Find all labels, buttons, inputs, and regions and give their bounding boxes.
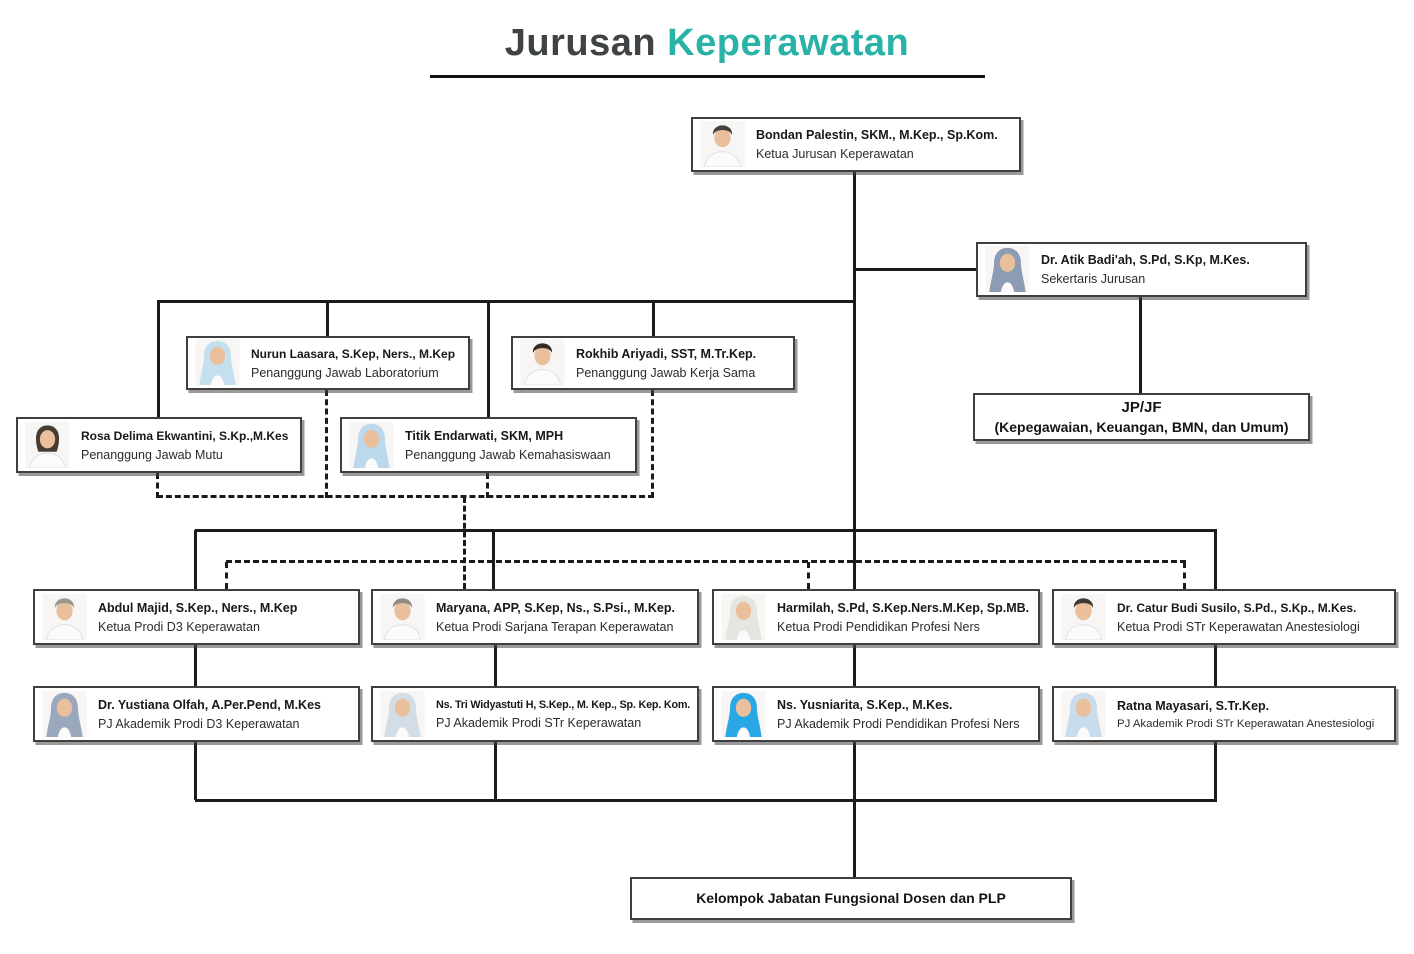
person-photo [380,691,425,737]
person-role: Ketua Jurusan Keperawatan [756,147,914,161]
dashed-drop-rokhib [651,390,654,498]
connector-ratna-down [1214,742,1217,800]
person-photo [380,594,425,640]
person-box-ketua-prodi-anestesiologi [1052,589,1396,645]
person-role: Ketua Prodi Pendidikan Profesi Ners [777,619,980,634]
person-name: Rosa Delima Ekwantini, S.Kp.,M.Kes [81,428,289,443]
person-name: Bondan Palestin, SKM., M.Kep., Sp.Kom. [756,128,998,142]
title-prefix: Jurusan [504,22,657,64]
person-photo [42,594,87,640]
connector-spine-bottom [853,742,856,878]
dashed-collector-horizontal [157,495,654,498]
person-box-pj-akademik-anestesiologi [1052,686,1396,742]
dashed-drop-abdul [225,562,228,589]
person-box-pj-akademik-d3 [33,686,360,742]
person-photo [721,594,766,640]
title-underline [430,75,985,78]
connector-distributor-horizontal [195,529,1217,532]
connector-abdul-yustiana [194,645,197,686]
person-box-pj-kerja-sama [511,336,795,390]
person-box-pj-akademik-str [371,686,699,742]
person-name: Ns. Tri Widyastuti H, S.Kep., M. Kep., Sp. Kep. Kom. [436,698,691,711]
connector-secretary-horizontal [853,268,976,271]
connector-catur-ratna [1214,645,1217,686]
person-box-pj-kemahasiswaan [340,417,637,473]
person-name: Ns. Yusniarita, S.Kep., M.Kes. [777,697,953,712]
dashed-distributor-horizontal [226,560,1186,563]
person-role: Ketua Prodi Sarjana Terapan Keperawatan [436,619,674,634]
person-name: Maryana, APP, S.Kep, Ns., S.Psi., M.Kep. [436,600,675,615]
dashed-drop-nurun [325,390,328,498]
connector-spine-top [853,172,856,590]
connector-drop-catur [1214,530,1217,589]
person-name: Nurun Laasara, S.Kep, Ners., M.Kep [251,346,456,361]
connector-drop-nurun [326,301,329,336]
person-role: Ketua Prodi STr Keperawatan Anestesiologi [1117,619,1360,634]
connector-drop-titik [487,301,490,417]
person-name: Ratna Mayasari, S.Tr.Kep. [1117,698,1270,713]
person-role: Sekertaris Jurusan [1041,272,1146,286]
person-box-ketua-prodi-sarjana-terapan [371,589,699,645]
person-photo [195,339,240,385]
dashed-drop-harmilah [807,562,810,589]
person-role: Ketua Prodi D3 Keperawatan [98,619,260,634]
kelompok-label: Kelompok Jabatan Fungsional Dosen dan PLP [696,890,1006,907]
person-box-pj-akademik-profesi-ners [712,686,1040,742]
connector-yustiana-down [194,742,197,800]
person-role: PJ Akademik Prodi D3 Keperawatan [98,716,300,731]
person-photo [520,339,565,385]
connector-harmilah-yusniarita [853,645,856,686]
jpjf-subtitle: (Kepegawaian, Keuangan, BMN, dan Umum) [994,418,1289,435]
person-box-pj-laboratorium [186,336,470,390]
person-photo [1061,594,1106,640]
connector-drop-rokhib [652,301,655,336]
person-box-ketua-prodi-profesi-ners [712,589,1040,645]
connector-collector-horizontal [195,799,1217,802]
person-photo [721,691,766,737]
person-name: Rokhib Ariyadi, SST, M.Tr.Kep. [576,346,757,361]
connector-maryana-tri [494,645,497,686]
person-box-pj-mutu [16,417,302,473]
unit-box-jpjf [973,393,1310,441]
connector-tri-down [494,742,497,800]
person-box-ketua-jurusan [691,117,1021,172]
person-role: Penanggung Jawab Mutu [81,447,223,462]
connector-secretary-to-jpjf [1139,297,1142,393]
dashed-drop-catur [1183,562,1186,589]
person-box-sekertaris [976,242,1307,297]
person-name: Titik Endarwati, SKM, MPH [405,428,564,443]
dashed-middle-drop [463,497,466,589]
person-role: PJ Akademik Prodi STr Keperawatan [436,715,642,730]
person-name: Dr. Catur Budi Susilo, S.Pd., S.Kp., M.Kes. [1117,600,1357,615]
person-name: Abdul Majid, S.Kep., Ners., M.Kep [98,600,298,615]
person-photo [1061,691,1106,737]
person-photo [700,121,745,167]
title-accent: Keperawatan [667,22,910,64]
unit-box-kelompok-fungsional [630,877,1072,920]
person-photo [349,422,394,468]
person-photo [42,691,87,737]
person-name: Dr. Atik Badi'ah, S.Pd, S.Kp, M.Kes. [1041,253,1250,267]
page-title-text [0,22,1414,65]
connector-drop-rosa [157,301,160,417]
jpjf-title: JP/JF [1121,399,1162,417]
person-role: PJ Akademik Prodi Pendidikan Profesi Ners [777,716,1020,731]
person-box-ketua-prodi-d3 [33,589,360,645]
connector-branch-horizontal [157,300,856,303]
person-name: Harmilah, S.Pd, S.Kep.Ners.M.Kep, Sp.MB. [777,600,1030,615]
person-role: Penanggung Jawab Kemahasiswaan [405,447,611,462]
person-role: Penanggung Jawab Laboratorium [251,365,439,380]
person-photo [25,422,70,468]
person-role: PJ Akademik Prodi STr Keperawatan Anestesiologi [1117,717,1375,730]
person-role: Penanggung Jawab Kerja Sama [576,365,756,380]
person-name: Dr. Yustiana Olfah, A.Per.Pend, M.Kes [98,697,321,712]
page-title [0,22,1414,65]
person-photo [985,246,1030,292]
connector-drop-abdul [194,530,197,589]
